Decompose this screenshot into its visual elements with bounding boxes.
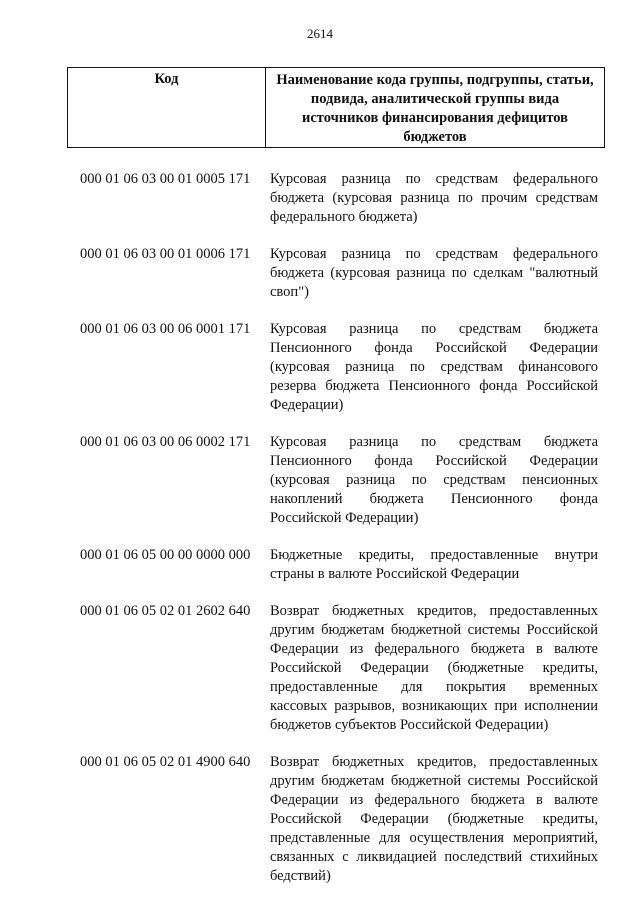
row-name: Курсовая разница по средствам федерального бюджета (курсовая разница по сделкам "валютный своп") xyxy=(270,246,598,300)
header-name-label: Наименование кода группы, подгруппы, статьи, подвида, аналитической группы вида источников финансирования дефицитов бюджетов xyxy=(276,72,594,145)
page-number: 2614 xyxy=(307,26,333,41)
row-name: Курсовая разница по средствам федерального бюджета (курсовая разница по прочим средствам федерального бюджета) xyxy=(270,171,598,225)
row-code: 000 01 06 05 02 01 2602 640 xyxy=(80,603,251,619)
header-code-label: Код xyxy=(68,68,266,147)
table-row xyxy=(80,245,600,302)
row-code: 000 01 06 03 00 01 0005 171 xyxy=(80,171,251,187)
table-row xyxy=(80,602,600,735)
row-code: 000 01 06 05 00 00 0000 000 xyxy=(80,547,251,563)
row-name: Курсовая разница по средствам бюджета Пенсионного фонда Российской Федерации (курсовая разница по средствам пенсионных накоплений бюджета Пенсионного фонда Российской Федерации) xyxy=(270,434,598,526)
row-code: 000 01 06 03 00 01 0006 171 xyxy=(80,246,251,262)
table-row xyxy=(80,320,600,415)
table-row xyxy=(80,546,600,584)
table-body xyxy=(80,170,600,904)
row-code: 000 01 06 05 02 01 4900 640 xyxy=(80,754,251,770)
row-name: Бюджетные кредиты, предоставленные внутри страны в валюте Российской Федерации xyxy=(270,547,598,582)
row-code: 000 01 06 03 00 06 0001 171 xyxy=(80,321,251,337)
table-row xyxy=(80,170,600,227)
row-name: Возврат бюджетных кредитов, предоставленных другим бюджетам бюджетной системы Российской Федерации из федерального бюджета в валюте Российской Федерации (бюджетные кредиты, предоставленные для покрытия временных кассовых разрывов, возникающих при исполнении бюджетов субъектов Российской Федерации) xyxy=(270,603,598,733)
table-row xyxy=(80,753,600,886)
table-header xyxy=(67,67,605,148)
row-code: 000 01 06 03 00 06 0002 171 xyxy=(80,434,251,450)
table-row xyxy=(80,433,600,528)
row-name: Курсовая разница по средствам бюджета Пенсионного фонда Российской Федерации (курсовая разница по средствам финансового резерва бюджета Пенсионного фонда Российской Федерации) xyxy=(270,321,598,413)
row-name: Возврат бюджетных кредитов, предоставленных другим бюджетам бюджетной системы Российской Федерации из федерального бюджета в валюте Российской Федерации (бюджетные кредиты, представленные для осуществления мероприятий, связанных с ликвидацией последствий стихийных бедствий) xyxy=(270,754,598,884)
